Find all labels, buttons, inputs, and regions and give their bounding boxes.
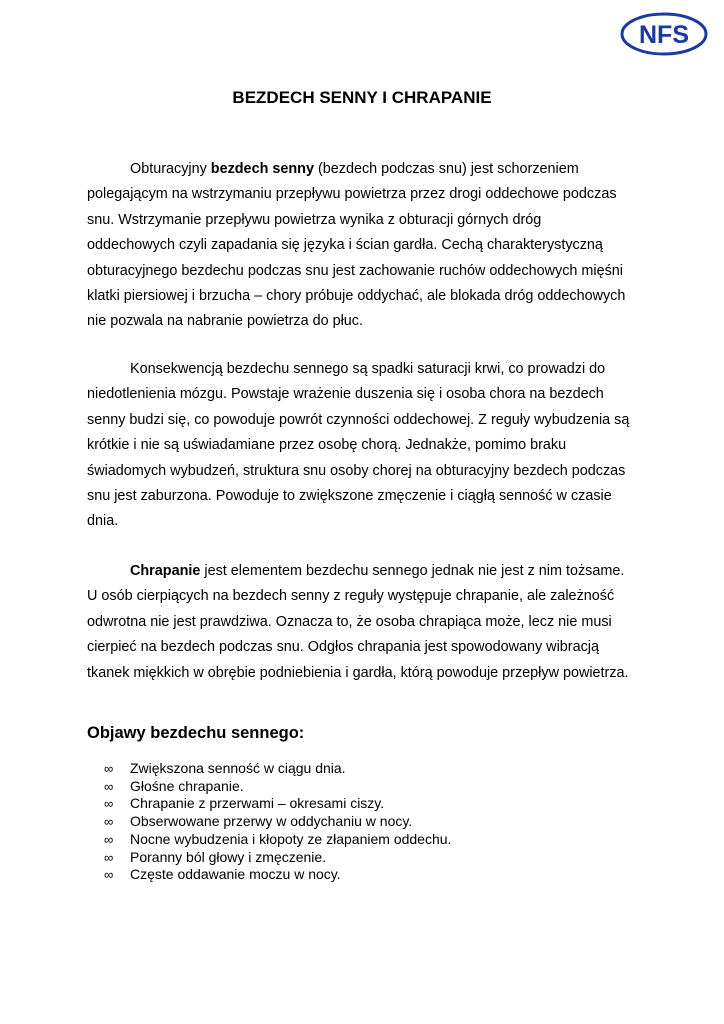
list-item (104, 831, 451, 849)
list-item (104, 849, 451, 867)
infinity-bullet-icon: ∞ (104, 761, 114, 776)
paragraph-consequences (87, 357, 639, 535)
symptom-text: Chrapanie z przerwami – okresami ciszy. (130, 795, 385, 812)
text-run: krótkie i nie są uświadamiane przez osobę chorą. Jednakże, pomimo braku (87, 437, 567, 454)
symptoms-list (104, 760, 451, 884)
list-item (104, 813, 451, 831)
text-run: jest elementem bezdechu sennego jednak nie jest z nim tożsame. (200, 563, 625, 579)
symptom-text: Częste oddawanie moczu w nocy. (130, 866, 341, 883)
text-run: U osób cierpiących na bezdech senny z reguły występuje chrapanie, ale zależność (87, 588, 615, 605)
symptom-text: Głośne chrapanie. (130, 777, 244, 794)
text-run: cierpieć na bezdech podczas snu. Odgłos chrapania jest spowodowany wibracją (87, 639, 599, 656)
paragraph-text (87, 357, 639, 535)
text-run: odwrotna nie jest prawdziwa. Oznacza to, że osoba chrapiąca może, lecz nie musi (87, 613, 612, 630)
paragraph-sleep-apnea (87, 157, 639, 335)
text-run: Konsekwencją bezdechu sennego są spadki saturacji krwi, co prowadzi do (130, 361, 606, 377)
text-run: (bezdech podczas snu) jest schorzeniem (313, 161, 579, 177)
infinity-bullet-icon: ∞ (104, 831, 114, 847)
infinity-bullet-icon: ∞ (104, 778, 114, 794)
paragraph-snoring (87, 559, 639, 686)
page-title: BEZDECH SENNY I CHRAPANIE (232, 88, 492, 107)
text-run: tkanek miękkich w obrębie podniebienia i gardła, którą powoduje przepływ powietrza. (87, 664, 629, 681)
symptom-text: Poranny ból głowy i zmęczenie. (130, 848, 327, 865)
text-run: oddechowych czyli zapadania się języka i ścian gardła. Cechą charakterystyczną (87, 237, 603, 254)
text-run: Obturacyjny (130, 161, 211, 177)
text-run: snu. Wstrzymanie przepływu powietrza wynika z obturacji górnych dróg (87, 211, 542, 228)
list-item (104, 760, 451, 778)
text-run: senny budzi się, co powoduje powrót czynności oddechowej. Z reguły wybudzenia są (87, 411, 630, 428)
text-run: polegającym na wstrzymaniu przepływu powietrza przez drogi oddechowe podczas (87, 186, 617, 203)
infinity-bullet-icon: ∞ (104, 796, 114, 812)
text-run: świadomych wybudzeń, struktura snu osoby chorej na obturacyjny bezdech podczas (87, 462, 626, 479)
text-run: nie pozwala na nabranie powietrza do płuc. (87, 313, 364, 330)
list-item (104, 778, 451, 796)
list-item (104, 866, 451, 884)
text-run: niedotlenienia mózgu. Powstaje wrażenie duszenia się i osoba chora na bezdech (87, 386, 604, 403)
infinity-bullet-icon: ∞ (104, 814, 114, 830)
paragraph-text (87, 559, 639, 686)
text-run: obturacyjnego bezdechu podczas snu jest zachowanie ruchów oddechowych mięśni (87, 262, 623, 279)
symptom-text: Nocne wybudzenia i kłopoty ze złapaniem oddechu. (130, 830, 452, 847)
logo-text: NFS (639, 21, 689, 49)
infinity-bullet-icon: ∞ (104, 867, 114, 883)
paragraph-text (87, 157, 639, 335)
nfs-logo (620, 12, 708, 56)
symptoms-heading: Objawy bezdechu sennego: (87, 724, 305, 742)
infinity-bullet-icon: ∞ (104, 849, 114, 865)
bold-term: Chrapanie (130, 563, 201, 579)
symptom-text: Zwiększona senność w ciągu dnia. (130, 760, 346, 776)
bold-term: bezdech senny (210, 161, 314, 177)
symptom-text: Obserwowane przerwy w oddychaniu w nocy. (130, 813, 413, 830)
text-run: dnia. (87, 513, 119, 530)
text-run: snu jest zaburzona. Powoduje to zwiększone zmęczenie i ciągłą senność w czasie (87, 488, 612, 505)
list-item (104, 795, 451, 813)
text-run: klatki piersiowej i brzucha – chory próbuje oddychać, ale blokada dróg oddechowych (87, 288, 626, 305)
